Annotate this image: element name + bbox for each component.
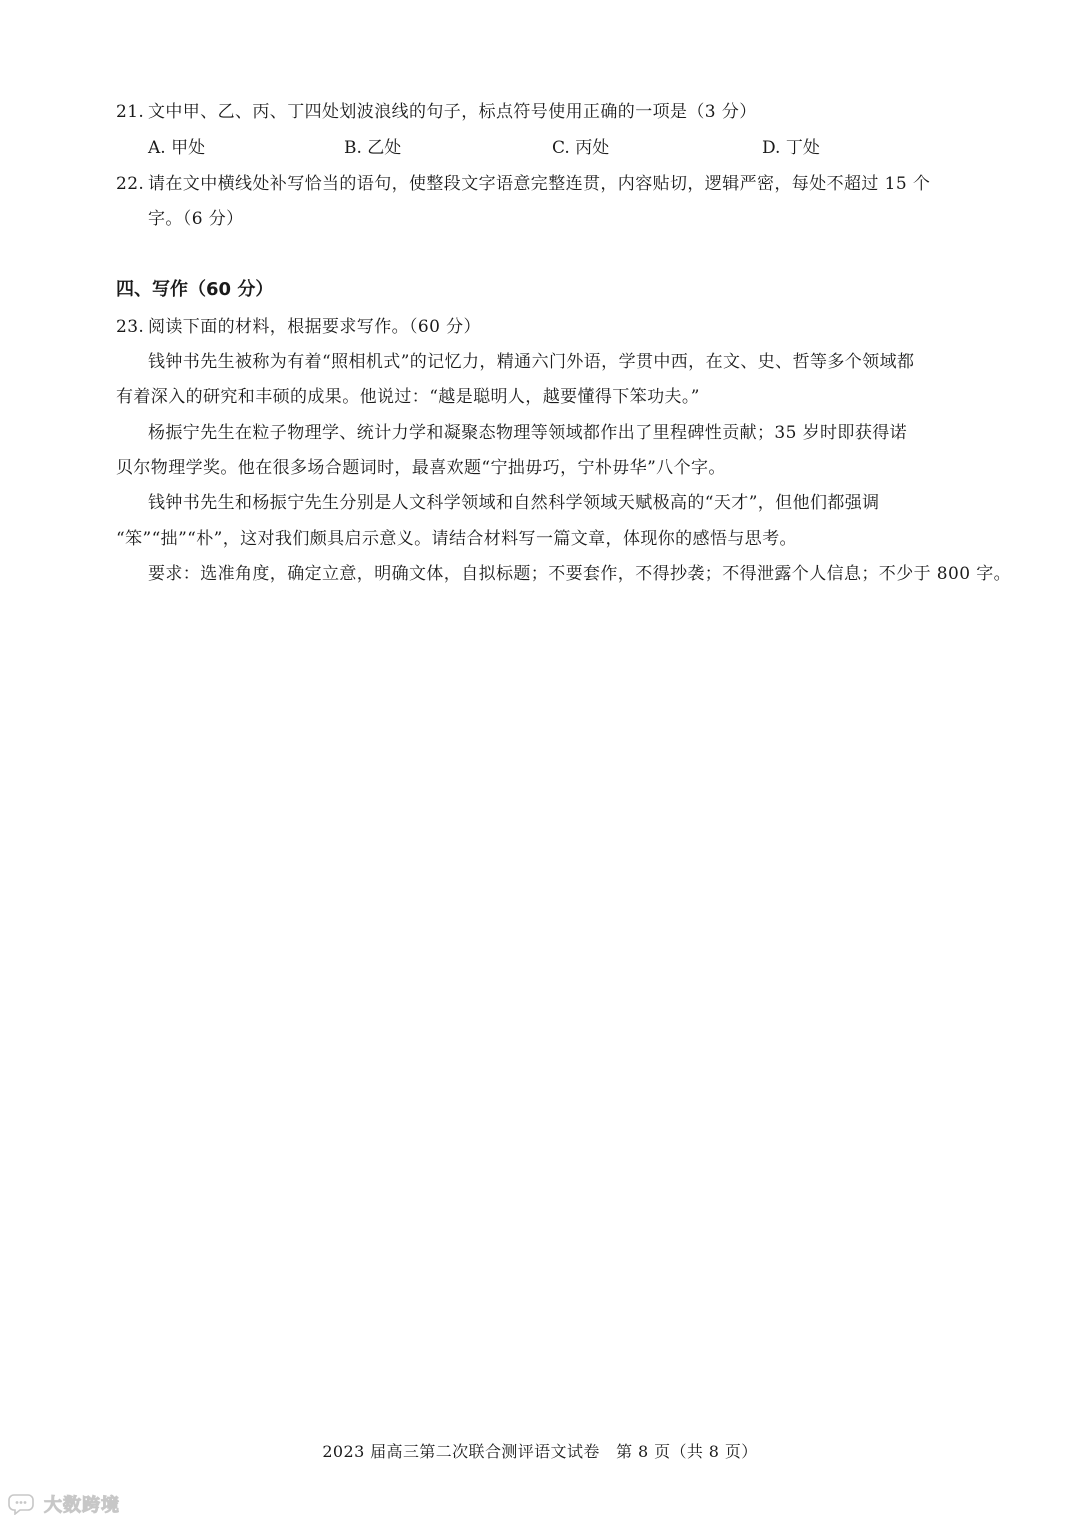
material-paragraph-2-cont: 贝尔物理学奖。他在很多场合题词时，最喜欢题“宁拙毋巧，宁朴毋华”八个字。 <box>116 458 726 478</box>
question-21-options <box>148 136 908 160</box>
question-number: 22. <box>116 174 145 194</box>
question-23 <box>116 315 481 339</box>
question-text: 请在文中横线处补写恰当的语句，使整段文字语意完整连贯，内容贴切，逻辑严密，每处不超过 15 个 <box>148 174 931 194</box>
question-22-continuation: 字。（6 分） <box>148 209 244 229</box>
question-number: 23. <box>116 317 145 337</box>
option-a: A. 甲处 <box>148 138 206 158</box>
page-footer: 2023 届高三第二次联合测评语文试卷 第 8 页（共 8 页） <box>322 1442 758 1461</box>
option-c: C. 丙处 <box>552 138 610 158</box>
material-paragraph-1: 钱钟书先生被称为有着“照相机式”的记忆力，精通六门外语，学贯中西，在文、史、哲等多个领域都 <box>148 352 915 372</box>
material-paragraph-2: 杨振宁先生在粒子物理学、统计力学和凝聚态物理等领域都作出了里程碑性贡献；35 岁时即获得诺 <box>148 423 908 443</box>
writing-requirements: 要求：选准角度，确定立意，明确文体，自拟标题；不要套作，不得抄袭；不得泄露个人信息；不少于 800 字。 <box>148 564 1012 584</box>
question-22 <box>116 172 930 196</box>
option-b: B. 乙处 <box>344 138 402 158</box>
option-d: D. 丁处 <box>762 138 820 158</box>
material-paragraph-1-cont: 有着深入的研究和丰硕的成果。他说过：“越是聪明人，越要懂得下笨功夫。” <box>116 387 700 407</box>
section-title: 四、写作（60 分） <box>116 279 274 300</box>
question-number: 21. <box>116 102 145 122</box>
material-paragraph-3: 钱钟书先生和杨振宁先生分别是人文科学领域和自然科学领域天赋极高的“天才”，但他们都强调 <box>148 493 880 513</box>
chat-bubble-logo-icon <box>8 1493 38 1515</box>
question-text: 文中甲、乙、丙、丁四处划波浪线的句子，标点符号使用正确的一项是（3 分） <box>148 102 757 122</box>
question-text: 阅读下面的材料，根据要求写作。（60 分） <box>148 317 481 337</box>
material-paragraph-3-cont: “笨”“拙”“朴”，这对我们颇具启示意义。请结合材料写一篇文章，体现你的感悟与思考。 <box>116 529 797 549</box>
watermark-text: 大数跨境 <box>44 1495 120 1516</box>
watermark <box>8 1491 120 1517</box>
question-21 <box>116 100 757 124</box>
